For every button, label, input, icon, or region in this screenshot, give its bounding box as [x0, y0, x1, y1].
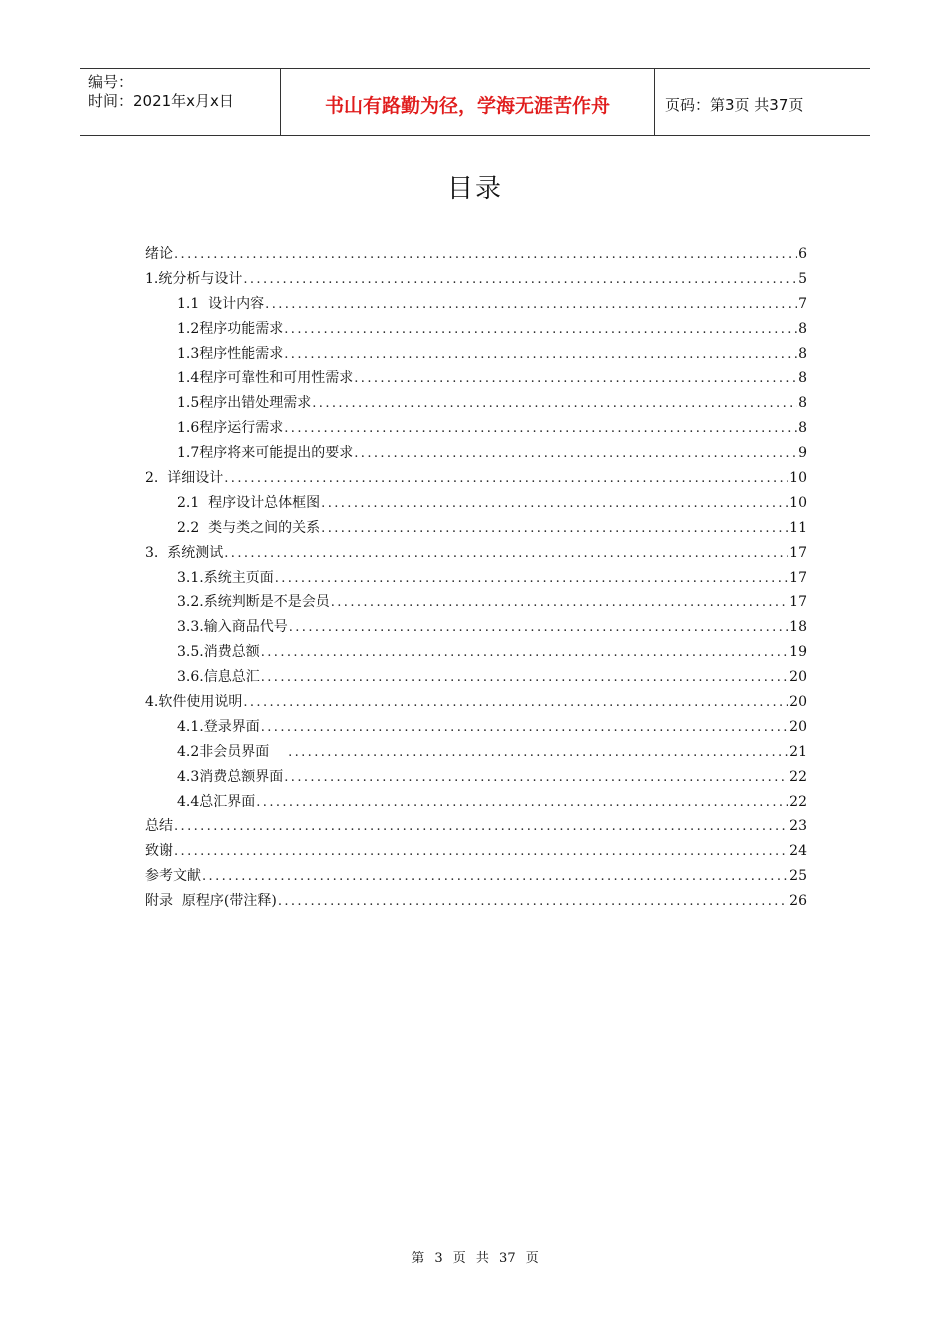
- header-meta: [80, 69, 281, 135]
- toc-entry-label: 致谢: [145, 843, 173, 860]
- toc-leader-dots: [243, 272, 797, 287]
- toc-entry-label: 3.1.系统主页面: [177, 569, 274, 586]
- toc-entry-page: 8: [798, 320, 807, 337]
- toc-entry-label: 4.2非会员界面: [177, 743, 288, 760]
- toc-entry[interactable]: [145, 542, 807, 567]
- toc-entry-label: 3.3.输入商品代号: [177, 619, 288, 636]
- toc-entry[interactable]: [145, 741, 807, 766]
- toc-entry-label: 4.1.登录界面: [177, 718, 260, 735]
- toc-leader-dots: [321, 521, 788, 536]
- toc-entry-label: 参考文献: [145, 868, 201, 885]
- toc-entry-label: 1.4程序可靠性和可用性需求: [177, 370, 354, 387]
- toc-entry-page: 17: [789, 544, 807, 561]
- toc-entry-label: 4.4总汇界面: [177, 793, 256, 810]
- toc-leader-dots: [174, 247, 797, 262]
- toc-leader-dots: [224, 546, 788, 561]
- toc-leader-dots: [261, 670, 788, 685]
- toc-entry[interactable]: [145, 367, 807, 392]
- toc-leader-dots: [275, 571, 788, 586]
- toc-leader-dots: [284, 421, 797, 436]
- toc-entry-page: 19: [789, 644, 807, 661]
- toc-entry-label: 3.6.信息总汇: [177, 669, 260, 686]
- toc-leader-dots: [321, 496, 788, 511]
- toc-entry[interactable]: [145, 293, 807, 318]
- page-header: [80, 68, 870, 136]
- toc-entry-page: 9: [798, 445, 807, 462]
- toc-leader-dots: [265, 297, 797, 312]
- toc-entry[interactable]: [145, 442, 807, 467]
- toc-entry-label: 4.软件使用说明: [145, 694, 243, 711]
- toc-entry-page: 18: [789, 619, 807, 636]
- toc-entry-page: 22: [789, 768, 807, 785]
- toc-entry-page: 20: [789, 718, 807, 735]
- toc-entry-page: 7: [798, 295, 807, 312]
- toc-entry-page: 10: [789, 470, 807, 487]
- toc-entry-label: 1.6程序运行需求: [177, 420, 284, 437]
- toc-leader-dots: [289, 620, 788, 635]
- toc-entry-label: 总结: [145, 818, 173, 835]
- toc-leader-dots: [331, 595, 788, 610]
- toc-entry[interactable]: [145, 666, 807, 691]
- toc-entry-page: 8: [798, 420, 807, 437]
- toc-entry[interactable]: [145, 567, 807, 592]
- toc-leader-dots: [224, 471, 788, 486]
- toc-entry-label: 附录 原程序(带注释): [145, 893, 277, 910]
- toc-entry[interactable]: [145, 691, 807, 716]
- toc-entry-label: 2. 详细设计: [145, 470, 224, 487]
- toc-entry[interactable]: [145, 243, 807, 268]
- toc-entry[interactable]: [145, 467, 807, 492]
- toc-entry[interactable]: [145, 716, 807, 741]
- header-page-info: 页码：第3页 共37页: [665, 95, 804, 114]
- document-date: 时间：2021年x月x日: [88, 92, 234, 110]
- toc-entry[interactable]: [145, 492, 807, 517]
- toc-entry-label: 2.1 程序设计总体框图: [177, 494, 321, 511]
- toc-entry-page: 6: [798, 246, 807, 262]
- toc-entry-page: 26: [789, 893, 807, 910]
- toc-entry-page: 20: [789, 694, 807, 711]
- toc-leader-dots: [174, 844, 788, 859]
- toc-leader-dots: [284, 770, 788, 785]
- toc-entry[interactable]: [145, 392, 807, 417]
- toc-entry-label: 2.2 类与类之间的关系: [177, 519, 321, 536]
- toc-entry-page: 17: [789, 569, 807, 586]
- toc-entry-label: 1.7程序将来可能提出的要求: [177, 445, 354, 462]
- toc-entry-label: 1.2程序功能需求: [177, 320, 284, 337]
- toc-leader-dots: [354, 371, 797, 386]
- toc-entry[interactable]: [145, 616, 807, 641]
- toc-leader-dots: [256, 795, 788, 810]
- toc-entry-label: 1.5程序出错处理需求: [177, 395, 312, 412]
- toc-entry[interactable]: [145, 840, 807, 865]
- toc-entry-page: 8: [798, 370, 807, 387]
- toc-entry-page: 20: [789, 669, 807, 686]
- toc-entry-page: 8: [798, 345, 807, 362]
- toc-entry-label: 绪论: [145, 246, 173, 262]
- toc-entry-label: 1.3程序性能需求: [177, 345, 284, 362]
- toc-leader-dots: [243, 695, 788, 710]
- page-footer: 第 3 页 共 37 页: [411, 1251, 539, 1266]
- toc-entry-label: 4.3消费总额界面: [177, 768, 284, 785]
- toc-entry[interactable]: [145, 343, 807, 368]
- toc-entry-page: 21: [789, 743, 807, 760]
- toc-leader-dots: [312, 396, 797, 411]
- toc-entry[interactable]: [145, 815, 807, 840]
- toc-entry[interactable]: [145, 591, 807, 616]
- toc-entry[interactable]: [145, 766, 807, 791]
- toc-entry-page: 17: [789, 594, 807, 611]
- toc-entry[interactable]: [145, 865, 807, 890]
- toc-leader-dots: [284, 322, 797, 337]
- toc-leader-dots: [354, 446, 797, 461]
- toc-entry-page: 23: [789, 818, 807, 835]
- toc-entry[interactable]: [145, 791, 807, 816]
- toc-leader-dots: [284, 347, 797, 362]
- toc-entry-page: 8: [798, 395, 807, 412]
- toc-entry[interactable]: [145, 268, 807, 293]
- toc-entry-label: 1.统分析与设计: [145, 270, 243, 287]
- toc-leader-dots: [261, 720, 788, 735]
- toc-entry-page: 25: [789, 868, 807, 885]
- toc-entry-page: 11: [789, 519, 807, 536]
- toc-entry-label: 3.5.消费总额: [177, 644, 260, 661]
- toc-entry-page: 22: [789, 793, 807, 810]
- toc-entry-page: 5: [798, 270, 807, 287]
- table-of-contents: [145, 243, 807, 915]
- toc-leader-dots: [174, 819, 788, 834]
- toc-entry-label: 3.2.系统判断是不是会员: [177, 594, 330, 611]
- document-number-label: 编号：: [88, 73, 134, 91]
- toc-entry[interactable]: [145, 417, 807, 442]
- toc-entry[interactable]: [145, 890, 807, 915]
- page-title: 目录: [446, 174, 503, 204]
- header-motto: 书山有路勤为径，学海无涯苦作舟: [281, 69, 655, 135]
- toc-leader-dots: [288, 745, 788, 760]
- toc-entry[interactable]: [145, 517, 807, 542]
- toc-leader-dots: [202, 869, 788, 884]
- toc-leader-dots: [261, 645, 788, 660]
- toc-entry[interactable]: [145, 318, 807, 343]
- toc-entry-label: 3. 系统测试: [145, 544, 224, 561]
- toc-entry-page: 24: [789, 843, 807, 860]
- toc-entry[interactable]: [145, 641, 807, 666]
- toc-leader-dots: [278, 894, 788, 909]
- toc-entry-page: 10: [789, 494, 807, 511]
- toc-entry-label: 1.1 设计内容: [177, 295, 265, 312]
